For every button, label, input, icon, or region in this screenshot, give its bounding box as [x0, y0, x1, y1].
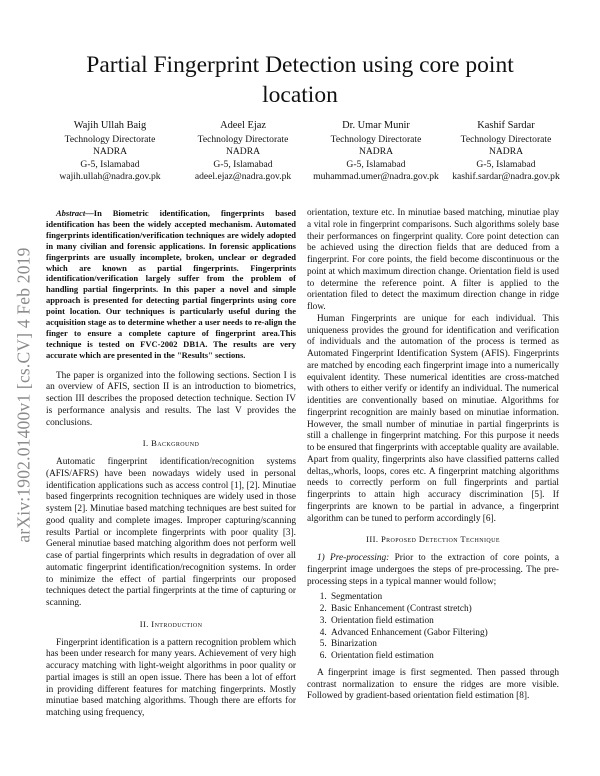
list-item: 3. Orientation field estimation	[329, 616, 559, 628]
right-column	[307, 208, 559, 703]
list-item: 1. Segmentation	[329, 592, 559, 604]
author-org: NADRA	[488, 146, 524, 158]
abstract-text: —In Biometric identification, fingerprints based identification has been the widely accepted mechanism. Automated fingerprints identification/verification techniques are widely adopted in many civilian and forensic applications. In forensic applications fingerprints are usually incomplete, broken, unclear or degraded which are known as partial fingerprints. Fingerprints identification/verification largely suffer from the problem of handling partial fingerprints. In this paper a novel and simple approach is presented for detecting partial fingerprints using core point location. Our techniques is particularly useful during the acquisition stage as to determine whether a user needs to re-align the finger to ensure a complete capture of fingerprint area.This technique is tested on FVC-2002 DB1A. The results are very accurate which are presented in the "Results" sections.	[46, 208, 296, 360]
section-heading-background: I. Background	[142, 438, 200, 449]
preprocessing-text: Prior to the extraction of core points, a fingerprint image undergoes the steps of pre-processing. The pre-processing steps in a typical manner would follow;	[307, 553, 559, 587]
author-location: G-5, Islamabad	[213, 158, 273, 170]
after-steps-paragraph: A fingerprint image is first segmented. Then passed through contrast normalization to ensure the ridges are more visible. Followed by gradient-based orientation field estimation [8].	[307, 667, 559, 702]
preprocessing-label: 1) Pre-processing:	[317, 553, 390, 563]
author-email[interactable]: kashif.sardar@nadra.gov.pk	[452, 171, 560, 183]
abstract	[46, 208, 296, 361]
author-name: Wajih Ullah Baig	[73, 120, 147, 131]
author-3	[306, 120, 446, 184]
author-org: NADRA	[92, 146, 128, 158]
human-fingerprints-paragraph: Human Fingerprints are unique for each individual. This uniqueness provides the ground for identification and verification of individuals and the automation of the process is termed as Automated Fingerprint Identification System (AFIS). Fingerprints are matched by encoding each fingerprint image into a numerically equivalent identity. These numerical identities are cross-matched with others to either verify or identify an individual. The numerical identities are conventionally based on minutiae. Algorithms for fingerprint recognition are mainly based on minutiae information. However, the small number of minutiae in partial fingerprints is still a challenge in fingerprint matching. For this purpose it needs to be ensured that fingerprints with acceptable quality are available. Apart from quality, fingerprints also have classified patterns called deltas,,whorls, loops, cores etc. A fingerprint matching algorithms needs to correctly perform on full fingerprints and partial fingerprints to attain high accuracy discrimination [5]. If fingerprints are known to be partial in advance, a fingerprint algorithm can be tuned to perform accordingly [6].	[307, 313, 559, 524]
section-heading-introduction: II. Introduction	[139, 618, 203, 629]
preprocessing-steps	[307, 592, 559, 663]
list-item: 4. Advanced Enhancement (Gabor Filtering)	[329, 628, 559, 640]
author-name: Kashif Sardar	[477, 120, 535, 131]
author-email[interactable]: muhammad.umer@nadra.gov.pk	[313, 171, 439, 183]
organization-paragraph: The paper is organized into the following sections. Section I is an overview of AFIS, section II is an introduction to biometrics, section III describes the proposed detection technique. Section IV is performance analysis and results. The last V provides the conclusions.	[46, 370, 296, 428]
author-dept: Technology Directorate	[460, 133, 552, 145]
abstract-label: Abstract	[56, 208, 86, 218]
introduction-continued: orientation, texture etc. In minutiae based matching, minutiae play a vital role in fingerprint comparisons. Such algorithms solely base their performances on fingerprint quality. Core point detection can be achieved using the direction fields that are deduced from a fingerprint. For core points, the field become discontinuous or the point at which maximum direction change. Orientation field is used to determine the reference point. A filter is applied to the orientation filed to detect the maximum direction change in ridge flow.	[307, 208, 559, 312]
section-heading-proposed: III. Proposed Detection Technique	[366, 534, 500, 545]
author-2	[173, 120, 313, 184]
list-item: 5. Binarization	[329, 639, 559, 651]
left-column	[46, 208, 296, 720]
author-location: G-5, Islamabad	[346, 158, 406, 170]
arxiv-stamp: arXiv:1902.01400v1 [cs.CV] 4 Feb 2019	[13, 247, 34, 543]
author-email[interactable]: wajih.ullah@nadra.gov.pk	[59, 171, 161, 183]
author-org: NADRA	[358, 146, 394, 158]
background-paragraph: Automatic fingerprint identification/recognition systems (AFIS/AFRS) have been nowadays widely used in personal identification applications such as access control [1], [2]. Minutiae based fingerprints recognition techniques are widely used in those system [2]. Minutiae based matching techniques are best suited for good quality and complete images. Improper capturing/scanning results Partial or incomplete fingerprints with poor quality [3]. General minutiae based matching algorithm does not perform well case of partial fingerprints which results in degradation of over all automatic fingerprint identification/recognition systems. In order to minimize the effect of partial fingerprints our proposed techniques detect the partial fingerprints at the time of capturing or scanning.	[46, 457, 296, 609]
introduction-paragraph: Fingerprint identification is a pattern recognition problem which has been under research for many years. Achievement of very high accuracy matching with light-weight algorithms in poor quality or partial images is still an open issue. There has been a lot of effort in providing different features for matching fingerprints. Mostly minutiae based matching algorithms. Though there are efforts for matching using frequency,	[46, 637, 296, 719]
list-item: 6. Orientation field estimation	[329, 651, 559, 663]
author-org: NADRA	[225, 146, 261, 158]
author-location: G-5, Islamabad	[476, 158, 536, 170]
author-4	[436, 120, 576, 184]
author-email[interactable]: adeel.ejaz@nadra.gov.pk	[194, 171, 292, 183]
author-1	[40, 120, 180, 184]
author-dept: Technology Directorate	[64, 133, 156, 145]
preprocessing-paragraph	[307, 553, 559, 588]
author-dept: Technology Directorate	[197, 133, 289, 145]
author-dept: Technology Directorate	[330, 133, 422, 145]
paper-title: Partial Fingerprint Detection using core point location	[86, 52, 514, 108]
author-name: Adeel Ejaz	[220, 120, 266, 131]
list-item: 2. Basic Enhancement (Contrast stretch)	[329, 604, 559, 616]
author-location: G-5, Islamabad	[80, 158, 140, 170]
author-name: Dr. Umar Munir	[342, 120, 410, 131]
